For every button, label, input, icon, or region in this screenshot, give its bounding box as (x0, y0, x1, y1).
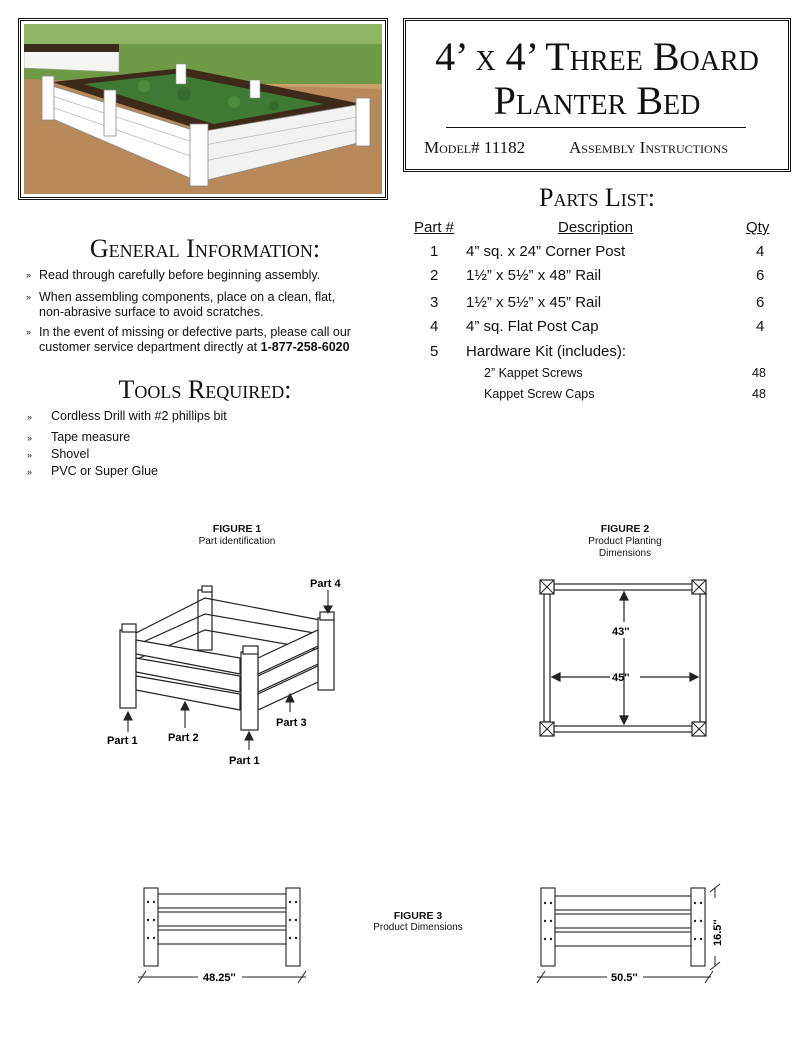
title-line-2: Planter Bed (493, 78, 701, 123)
product-photo (18, 18, 388, 200)
parts-row-description: 1½” x 5½” x 48” Rail (466, 267, 602, 284)
figure-1-diagram (100, 570, 360, 780)
general-item-text-with-phone (39, 339, 389, 355)
planter-photo-illustration (24, 24, 382, 194)
bullet-marker: » (27, 450, 33, 460)
tools-required-heading: Tools Required: (118, 375, 292, 404)
parts-row-description: Hardware Kit (includes): (466, 343, 627, 360)
parts-row-qty: 4 (756, 318, 765, 335)
figure-3-height: 16.5'' (712, 919, 724, 946)
figure-1-label-part2: Part 2 (168, 732, 199, 744)
tool-item: Shovel (51, 447, 90, 461)
parts-row-qty: 6 (756, 267, 765, 284)
parts-row-description: 4” sq. x 24” Corner Post (466, 243, 626, 260)
figure-1-title: FIGURE 1 (212, 523, 262, 535)
figure-1-label-part1-left: Part 1 (107, 735, 138, 747)
figure-3-right-width: 50.5'' (611, 972, 638, 984)
parts-col-qty-header: Qty (746, 219, 770, 236)
hardware-item-qty: 48 (752, 366, 766, 380)
parts-col-description-header: Description (558, 219, 634, 236)
parts-row-qty: 6 (756, 294, 765, 311)
parts-row-description: 1½” x 5½” x 45” Rail (466, 294, 602, 311)
parts-row-part: 2 (430, 267, 439, 284)
figure-1-label-part1-front: Part 1 (229, 755, 260, 767)
general-item-text: When assembling components, place on a clean, flat, (39, 290, 336, 304)
general-item-text: customer service department directly at (39, 340, 261, 354)
general-information-heading: General Information: (89, 234, 321, 263)
tool-item: Cordless Drill with #2 phillips bit (51, 409, 227, 423)
bullet-marker: » (26, 270, 32, 280)
assembly-instructions-label: Assembly Instructions (569, 138, 729, 157)
parts-col-part-header: Part # (414, 219, 455, 236)
parts-row-qty: 4 (756, 243, 765, 260)
title-box (403, 18, 791, 172)
bullet-marker: » (26, 292, 32, 302)
general-item-text: Read through carefully before beginning assembly. (39, 268, 321, 282)
parts-row-part: 5 (430, 343, 439, 360)
title-line-1: 4’ x 4’ Three Board (435, 34, 759, 79)
hardware-item-description: Kappet Screw Caps (484, 387, 595, 401)
tool-item: PVC or Super Glue (51, 464, 158, 478)
general-item-text: In the event of missing or defective parts, please call our (39, 325, 351, 339)
figure-1-label-part4: Part 4 (310, 578, 341, 590)
bullet-marker: » (26, 327, 32, 337)
figure-3-title: FIGURE 3 (393, 910, 443, 922)
general-item-text: non-abrasive surface to avoid scratches. (39, 305, 264, 319)
bullet-marker: » (27, 467, 33, 477)
figure-2-subtitle-line2: Dimensions (598, 548, 652, 559)
hardware-item-description: 2” Kappet Screws (484, 366, 583, 380)
figure-3-right-diagram (525, 880, 735, 990)
parts-row-description: 4” sq. Flat Post Cap (466, 318, 599, 335)
figure-3-subtitle: Product Dimensions (373, 922, 463, 933)
figure-2-diagram (532, 570, 718, 746)
figure-3-left-width: 48.25'' (203, 972, 236, 984)
figure-2-title: FIGURE 2 (600, 523, 650, 535)
parts-row-part: 3 (430, 294, 439, 311)
title-divider (446, 127, 746, 128)
bullet-marker: » (27, 433, 33, 443)
figure-1-subtitle: Part identification (198, 536, 276, 547)
figure-3-left-diagram (130, 880, 320, 990)
parts-row-part: 4 (430, 318, 439, 335)
figure-2-dim-vertical: 43'' (612, 626, 630, 638)
tool-item: Tape measure (51, 430, 131, 444)
bullet-marker: » (27, 412, 33, 422)
parts-row-part: 1 (430, 243, 439, 260)
model-number: Model# 11182 (424, 138, 526, 157)
hardware-item-qty: 48 (752, 387, 766, 401)
customer-service-phone: 1-877-258-6020 (260, 340, 350, 354)
parts-list-heading: Parts List: (539, 183, 655, 212)
figure-2-dim-horizontal: 45'' (612, 672, 630, 684)
figure-1-label-part3: Part 3 (276, 717, 307, 729)
figure-2-subtitle-line1: Product Planting (588, 536, 662, 547)
